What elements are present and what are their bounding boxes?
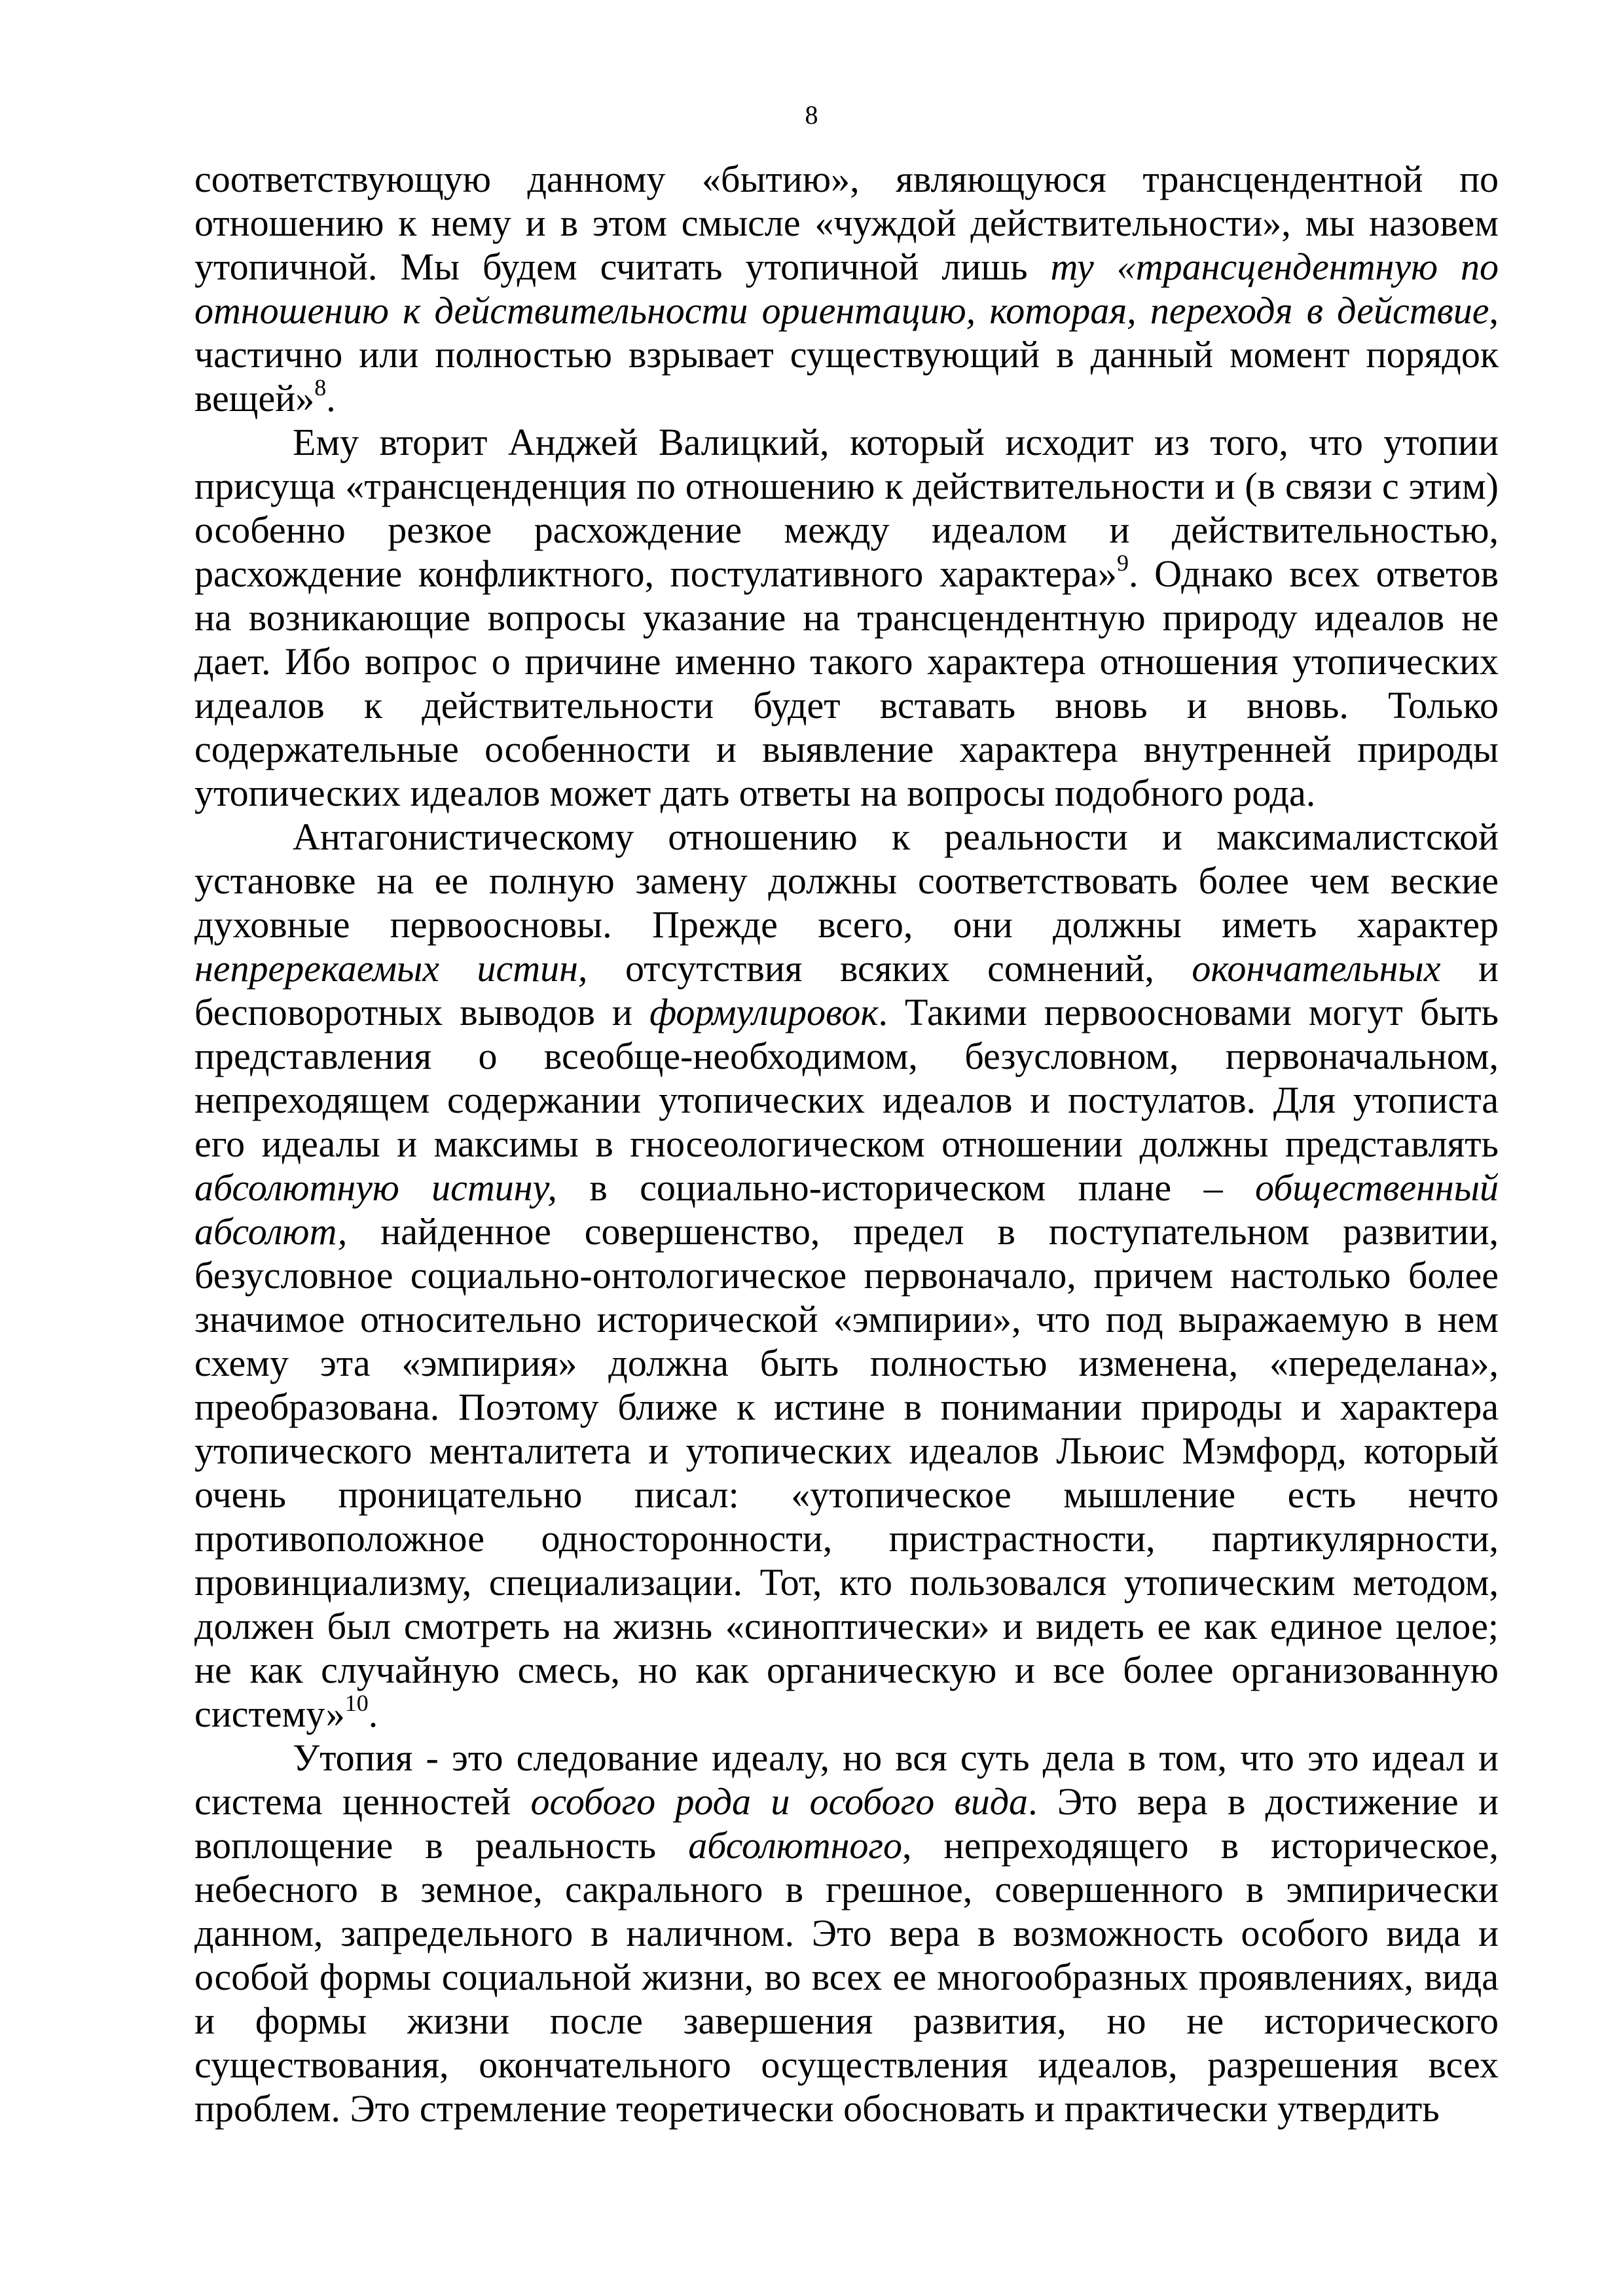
italic-text: абсолютного <box>688 1824 902 1867</box>
italic-text: особого рода и особого вида <box>530 1780 1029 1823</box>
body-text <box>194 157 1499 2130</box>
text-run: . Такими первоосновами могут быть представления о всеобще-необходимом, безусловном, первоначальном, непреходящем содержании утопических идеалов и постулатов. Для утописта его идеалы и максимы в гносеологическом отношении должны представлять <box>194 991 1499 1165</box>
footnote-ref: 9 <box>1116 549 1129 576</box>
text-run: Утопия - это следование идеалу, но вся суть дела в том, что это идеал и система ценностей <box>194 1736 1499 1823</box>
text-run: найденное совершенство, предел в поступательном развитии, безусловное социально-онтологическое первоначало, причем настолько более значимое относительно исторической «эмпирии», что под выражаемую в нем схему эта «эмпирия» должна быть полностью изменена, «переделана», преобразована. Поэтому ближе к истине в понимании природы и характера утопического менталитета и утопических идеалов Льюис Мэмфорд, который очень проницательно писал: «утопическое мышление есть нечто противоположное односторонности, пристрастности, партикулярности, провинциализму, специализации. Тот, кто пользовался утопическим методом, должен был смотреть на жизнь «синоптически» и видеть ее как единое целое; не как случайную смесь, но как органическую и все более организованную систему» <box>194 1210 1499 1735</box>
text-run: . Однако всех ответов на возникающие вопросы указание на трансцендентную природу идеалов не дает. Ибо вопрос о причине именно такого характера отношения утопических идеалов к действительности будет вставать вновь и вновь. Только содержательные особенности и выявление характера внутренней природы утопических идеалов может дать ответы на вопросы подобного рода. <box>194 552 1499 814</box>
italic-text: непререкаемых истин, <box>194 947 588 990</box>
paragraph <box>194 157 1499 420</box>
page-number: 8 <box>805 100 818 130</box>
footnote-ref: 8 <box>314 374 327 401</box>
text-run: Антагонистическому отношению к реальности и максималистской установке на ее полную замену должны соответствовать более чем веские духовные первоосновы. Прежде всего, они должны иметь характер <box>194 816 1499 946</box>
italic-text: ту «трансцендентную по отношению к действительности ориентацию, которая, переходя в действие <box>194 245 1499 332</box>
italic-text: абсолютную истину, <box>194 1166 557 1209</box>
text-run: соответствующую данному «бытию», являющуюся трансцендентной по отношению к нему и в этом смысле «чуждой действительности», мы назовем утопичной. Мы будем считать утопичной лишь <box>194 158 1499 288</box>
text-run: , частично или полностью взрывает существующий в данный момент порядок вещей» <box>194 289 1499 420</box>
footnote-ref: 10 <box>344 1689 369 1716</box>
text-run: . <box>326 377 336 420</box>
text-run: . Это вера в достижение и воплощение в реальность <box>194 1780 1499 1867</box>
paragraph <box>194 1736 1499 2130</box>
italic-text: формулировок <box>649 991 879 1033</box>
text-run: в социально-историческом плане – <box>556 1166 1255 1209</box>
text-run: . <box>368 1693 378 1735</box>
italic-text: окончательных <box>1192 947 1441 990</box>
text-run: Ему вторит Анджей Валицкий, который исходит из того, что утопии присуща «трансценденция по отношению к действительности и (в связи с этим) особенно резкое расхождение между идеалом и действительностью, расхождение конфликтного, постулативного характера» <box>194 421 1499 595</box>
text-run: отсутствия всяких сомнений, <box>587 947 1192 990</box>
paragraph <box>194 420 1499 815</box>
text-run: , непреходящего в историческое, небесного в земное, сакрального в грешное, совершенного в эмпирически данном, запредельного в наличном. Это вера в возможность особого вида и особой формы социальной жизни, во всех ее многообразных проявлениях, вида и формы жизни после завершения развития, но не исторического существования, окончательного осуществления идеалов, разрешения всех проблем. Это стремление теоретически обосновать и практически утвердить <box>194 1824 1499 2130</box>
italic-text: общественный абсолют, <box>194 1166 1499 1253</box>
paragraph <box>194 815 1499 1736</box>
text-run: и бесповоротных выводов и <box>194 947 1499 1033</box>
